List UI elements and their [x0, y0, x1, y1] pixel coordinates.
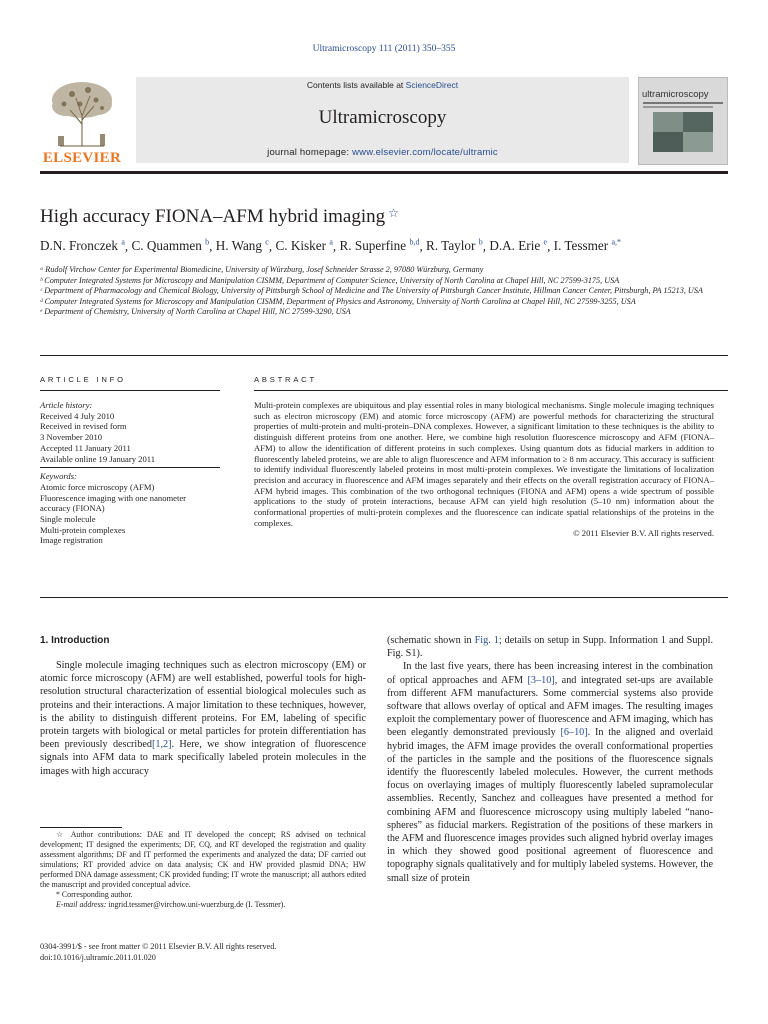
history-item: 3 November 2010 [40, 432, 103, 443]
history-label: Article history: [40, 400, 93, 410]
cover-subtitle-bar-2 [643, 106, 713, 108]
author[interactable]: D.N. Fronczek $^a$ [40, 238, 125, 254]
footnote-corresponding: * Corresponding author. [56, 890, 133, 899]
author[interactable]: I. Tessmer $^{a,*}$ [553, 238, 622, 254]
abstract-copyright: © 2011 Elsevier B.V. All rights reserved. [573, 528, 714, 539]
history-item: Received 4 July 2010 [40, 410, 115, 421]
keyword: Fluorescence imaging with one nanometer [40, 492, 187, 503]
title-footnote-mark[interactable]: ☆ [388, 206, 399, 220]
doi-line[interactable]: doi:10.1016/j.ultramic.2011.01.020 [40, 953, 156, 963]
article-info-rule [40, 390, 220, 391]
paragraph: Single molecule imaging techniques such as electron microscopy (EM) or atomic force microscopy (AFM) are well established, powerful tools for high-resolution structural characterization of essential biological molecules such as proteins and their interactions. A major limitation to these techniques, however, is the ability to distinguish different proteins. For EM, labeling of specific protein targets with biological or metal particles for protein differentiation has been previously described[1,2]. Here, we show integration of fluorescence signals into AFM data to mark specifically labeled protein molecules in the images with high accuracy [40, 660, 366, 777]
abstract-rule [254, 390, 728, 391]
author[interactable]: C. Quammen $^b$ [131, 238, 210, 254]
keywords-label: Keywords: [40, 471, 77, 482]
keywords-rule [40, 467, 220, 469]
header-rule [40, 171, 728, 174]
bottom-info [40, 941, 276, 964]
article-info [40, 400, 220, 546]
affiliation: ᵇ Computer Integrated Systems for Microscopy and Manipulation CISMM, Department of Computer Science, University of North Carolina at Chapel Hill, NC 27599-3175, USA [40, 275, 620, 285]
author[interactable]: R. Superfine $^{b,d}$ [339, 238, 420, 254]
author[interactable]: R. Taylor $^b$ [426, 238, 483, 254]
history-item: Received in revised form [40, 421, 127, 432]
journal-cover-thumbnail[interactable] [638, 77, 728, 165]
journal-title: Ultramicroscopy [318, 107, 447, 128]
author[interactable]: H. Wang $^c$ [215, 238, 269, 254]
history-item: Available online 19 January 2011 [40, 453, 156, 464]
journal-header [136, 77, 629, 163]
body-column-1 [40, 659, 366, 778]
body-column-2 [387, 634, 713, 885]
affiliations [40, 265, 730, 318]
cover-image [653, 112, 713, 152]
article-title: High accuracy FIONA–AFM hybrid imaging ☆ [40, 206, 399, 227]
issn-line: 0304-3991/$ - see front matter © 2011 Elsevier B.V. All rights reserved. [40, 942, 277, 951]
abstract-text: Multi-protein complexes are ubiquitous and play essential roles in many biological mechanisms. Single molecule imaging techniques such as electron microscopy (EM) and atomic force microscopy (AFM) are powerful methods for characterizing the structural properties of multi-protein and multi-protein–DNA complexes. However, a significant limitation to these techniques is the ability to distinguish different proteins from one another. Here, we combine high resolution fluorescence microscopy and AFM (FIONA–AFM) to allow the identification of different proteins in such complexes. Using quantum dots as fiducial markers in addition to fluorescently labeled proteins, we are able to align fluorescence and AFM information to ≥ 8 nm accuracy. This accuracy is sufficient to identify individual fluorescently labeled proteins in most multi-protein complexes. We investigate the limitations of localization precision and accuracy in fluorescence and AFM images separately and their effects on the overall registration accuracy of FIONA–AFM hybrid images. This combination of the two orthogonal techniques (FIONA and AFM) opens a wide spectrum of possible applications to the study of protein interactions, because AFM can yield high resolution (5–10 nm) information about the conformational properties of multi-protein complexes and the fluorescence can indicate spatial relationships of the proteins in the complexes. [254, 400, 714, 528]
reference-link[interactable]: [6–10] [560, 727, 588, 739]
keyword: Single molecule [40, 514, 96, 525]
affiliation: ᶜ Department of Pharmacology and Chemical Biology, University of Pittsburgh School of Medicine and The University of Pittsburgh Cancer Institute, Hillman Cancer Center, Pittsburgh, PA 15213, USA [40, 286, 703, 296]
footnotes [40, 830, 366, 910]
affiliation-rule [40, 355, 728, 356]
sciencedirect-link[interactable]: ScienceDirect [405, 80, 459, 90]
cover-subtitle-bar [643, 102, 723, 104]
article-info-label: ARTICLE INFO [40, 375, 126, 384]
history-item: Accepted 11 January 2011 [40, 442, 131, 453]
contents-line: Contents lists available at ScienceDirect [306, 80, 459, 90]
reference-link[interactable]: [1,2] [151, 739, 172, 751]
author[interactable]: D.A. Erie $^e$ [489, 238, 548, 254]
abstract [254, 400, 714, 539]
keyword: Image registration [40, 535, 103, 546]
email-link[interactable]: ingrid.tessmer@virchow.uni-wuerzburg.de (I. Tessmer). [106, 900, 286, 909]
homepage-line: journal homepage: www.elsevier.com/locate/ultramic [267, 147, 498, 158]
footnote-contributions: ☆ Author contributions: DAE and IT developed the concept; RS advised on technical development; IT designed the experiments; DF, CQ, and RT developed the registration and quality assessment algorithms; DF and IT performed the experiments and analyzed the data; DF carried out simulations; RT provided advice on data analysis; CK and HW provided plasmid DNA; HW performed DNA damage assessment; CK provided funding; IT wrote the manuscript; all authors edited the manuscript and provided conceptual advice. [40, 830, 366, 889]
abstract-bottom-rule [40, 597, 728, 598]
homepage-link[interactable]: www.elsevier.com/locate/ultramic [352, 147, 498, 158]
abstract-label: ABSTRACT [254, 375, 317, 384]
figure-link[interactable]: Fig. 1 [474, 635, 499, 646]
cover-title: ultramicroscopy [642, 89, 709, 100]
publisher-name: ELSEVIER [42, 150, 122, 166]
keyword: Atomic force microscopy (AFM) [40, 481, 155, 492]
paragraph: (schematic shown in Fig. 1; details on setup in Supp. Information 1 and Suppl. Fig. S1). [387, 635, 713, 660]
author-list: D.N. Fronczek $^a$, C. Quammen $^b$, H. Wang $^c$, C. Kisker $^a$, R. Superfine $^{b,d}$, R. Taylor $^b$, D.A. Erie $^e$, I. Tessmer $^{a,*}$ [40, 238, 622, 254]
affiliation: ᵃ Rudolf Virchow Center for Experimental Biomedicine, University of Würzburg, Josef Schneider Strasse 2, 97080 Würzburg, Germany [40, 265, 484, 274]
author[interactable]: C. Kisker $^a$ [275, 238, 333, 254]
keyword: accuracy (FIONA) [40, 503, 105, 514]
footnote-email: E-mail address: ingrid.tessmer@virchow.uni-wuerzburg.de (I. Tessmer). [56, 900, 286, 909]
reference-link[interactable]: [3–10] [527, 674, 555, 686]
section-heading-introduction: 1. Introduction [40, 635, 110, 646]
affiliation: ᵉ Department of Chemistry, University of North Carolina at Chapel Hill, NC 27599-3290, USA [40, 307, 351, 317]
affiliation: ᵈ Computer Integrated Systems for Microscopy and Manipulation CISMM, Department of Physics and Astronomy, University of North Carolina at Chapel Hill, NC 27599-3255, USA [40, 296, 636, 306]
paragraph: In the last five years, there has been increasing interest in the combination of optical approaches and AFM [3–10], and integrated set-ups are available from different AFM manufacturers. Some commercial systems also provide software that allows overlay of optical and AFM images. The resulting images exploit the complementary power of fluorescence and AFM imaging, which has been elegantly demonstrated previously [6–10]. In the aligned and overlaid hybrid images, the AFM image provides the overall conformational properties of the particles in the sample and the positions of the fluorescence signals identify the fluorescently labeled molecules. However, the current methods focus on overlaying images of multiply fluorescently labeled supramolecular assemblies. Recently, Sanchez and colleagues have presented a method for combining AFM and fluorescence microscopy using multiply labeled “nano-spheres” as fiducial markers. Registration of the positions of these markers in the AFM and fluorescence images provides such aligned hybrid overlay images in which they showed good positional agreement of fluorescence and topography signals qualitatively and for multiply labeled systems. However, the small size of protein [387, 661, 713, 884]
journal-reference[interactable]: Ultramicroscopy 111 (2011) 350–355 [312, 44, 456, 54]
footnote-rule [40, 827, 122, 828]
keyword: Multi-protein complexes [40, 524, 126, 535]
